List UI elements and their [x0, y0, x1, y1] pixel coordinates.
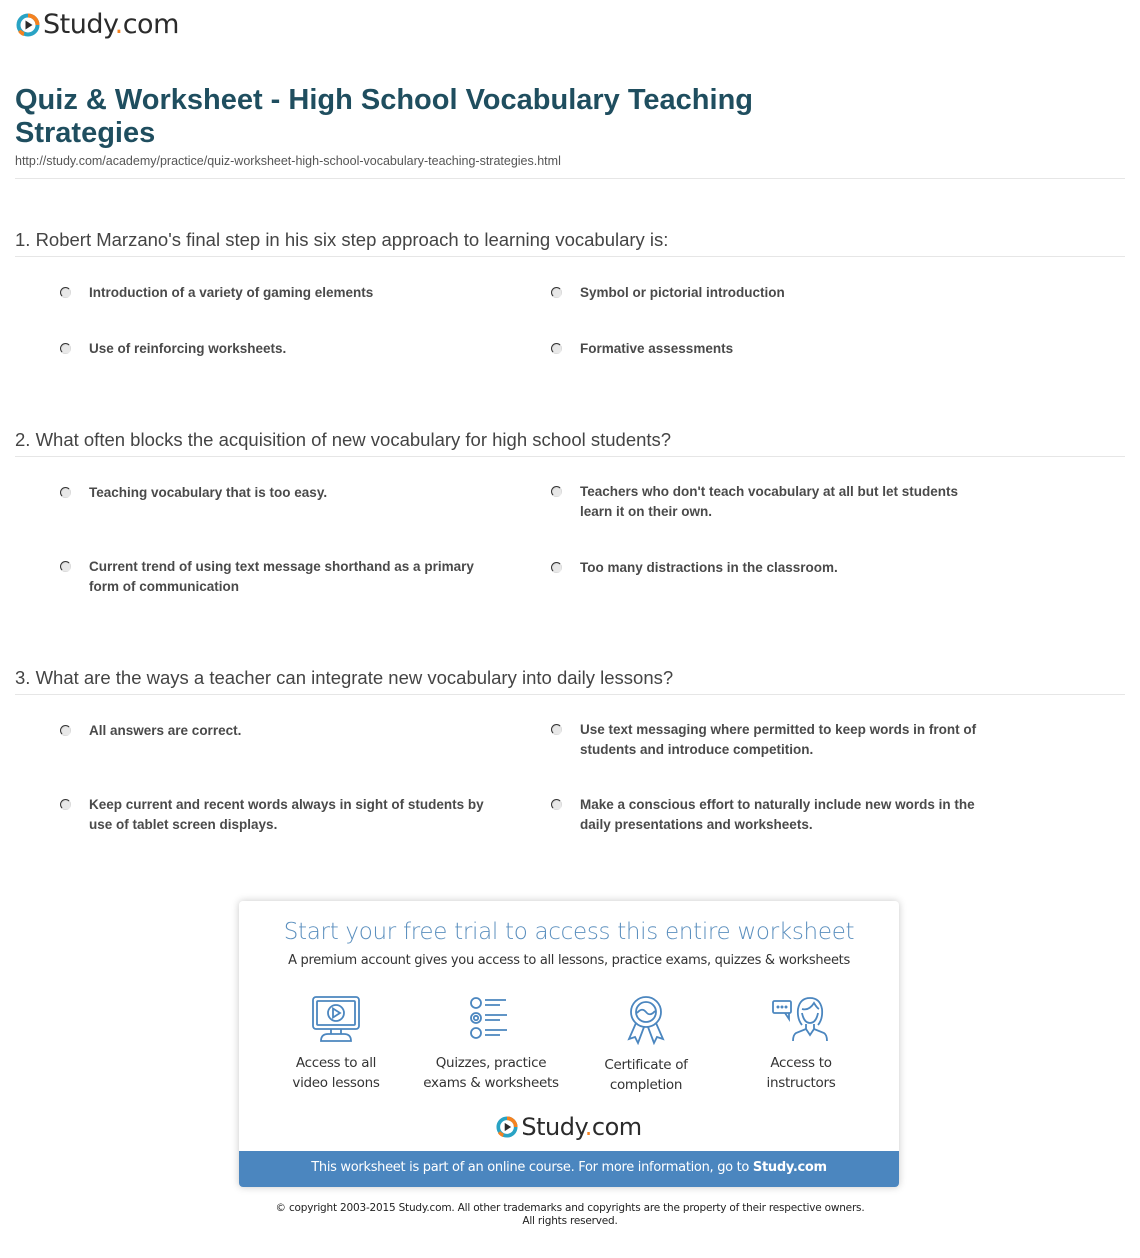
play-circle-logo-icon	[16, 13, 40, 37]
radio-button[interactable]	[551, 287, 562, 298]
question-2-option-a[interactable]	[60, 483, 500, 503]
feature-label-line2: completion	[609, 1077, 683, 1093]
copyright-footer	[0, 1202, 1140, 1228]
radio-button[interactable]	[551, 486, 562, 497]
monitor-play-icon	[311, 995, 361, 1043]
feature-label-line2: exams & worksheets	[423, 1075, 559, 1091]
study-link[interactable]: Study.com	[752, 1160, 827, 1175]
question-3-text: 3. What are the ways a teacher can integrate new vocabulary into daily lessons?	[15, 667, 674, 688]
question-3-option-c[interactable]	[60, 795, 500, 835]
promo-bar-text: This worksheet is part of an online course. For more information, go to	[311, 1160, 753, 1175]
question-1-option-c[interactable]	[60, 339, 500, 359]
radio-button[interactable]	[60, 725, 71, 736]
study-logo[interactable]	[16, 9, 179, 41]
option-label: Introduction of a variety of gaming elements	[89, 285, 374, 300]
feature-instructors	[721, 995, 881, 1093]
promo-subtitle: A premium account gives you access to all lessons, practice exams, quizzes & worksheets	[288, 953, 850, 968]
promo-study-logo[interactable]	[239, 1112, 899, 1142]
question-3-option-d[interactable]	[551, 795, 991, 835]
question-2-option-d[interactable]	[551, 558, 991, 578]
option-label: Use of reinforcing worksheets.	[89, 341, 287, 356]
page-url[interactable]: http://study.com/academy/practice/quiz-worksheet-high-school-vocabulary-teaching-strategies.html	[15, 154, 561, 168]
free-trial-promo[interactable]	[239, 901, 899, 1187]
page-title: Quiz & Worksheet - High School Vocabulary Teaching Strategies	[15, 84, 753, 149]
option-label: Teachers who don't teach vocabulary at all but let students learn it on their own.	[580, 484, 959, 519]
feature-certificate	[566, 995, 726, 1095]
feature-label-line1: Access to all	[295, 1055, 377, 1071]
feature-label-line1: Access to	[770, 1055, 832, 1071]
question-1-divider	[15, 256, 1125, 257]
radio-button[interactable]	[60, 287, 71, 298]
option-label: Make a conscious effort to naturally include new words in the daily presentations and worksheets.	[580, 797, 975, 832]
instructor-chat-icon	[771, 995, 831, 1043]
logo-dot: .	[584, 1113, 592, 1141]
feature-video-lessons	[256, 995, 416, 1093]
option-label: Formative assessments	[580, 341, 734, 356]
option-label: Symbol or pictorial introduction	[580, 285, 785, 300]
radio-button[interactable]	[60, 487, 71, 498]
logo-dot: .	[114, 9, 123, 40]
question-1-option-d[interactable]	[551, 339, 991, 359]
quiz-list-icon	[466, 995, 516, 1043]
play-circle-logo-icon	[496, 1116, 518, 1138]
feature-label-line1: Quizzes, practice	[435, 1055, 547, 1071]
logo-tld: com	[591, 1113, 642, 1141]
feature-quizzes	[411, 995, 571, 1093]
question-3-option-a[interactable]	[60, 721, 500, 741]
question-3-divider	[15, 694, 1125, 695]
option-label: Use text messaging where permitted to keep words in front of students and introduce competition.	[580, 722, 977, 757]
logo-word: Study	[521, 1113, 585, 1141]
question-1-option-a[interactable]	[60, 283, 500, 303]
option-label: Keep current and recent words always in sight of students by use of tablet screen displays.	[89, 797, 484, 832]
feature-label-line1: Certificate of	[604, 1057, 688, 1073]
feature-label-line2: video lessons	[292, 1075, 380, 1091]
radio-button[interactable]	[551, 343, 562, 354]
promo-info-bar	[239, 1151, 899, 1187]
question-2-text: 2. What often blocks the acquisition of new vocabulary for high school students?	[15, 429, 672, 450]
radio-button[interactable]	[60, 799, 71, 810]
certificate-ribbon-icon	[621, 995, 671, 1045]
logo-tld: com	[122, 9, 179, 40]
rights-line: All rights reserved.	[522, 1215, 618, 1227]
radio-button[interactable]	[60, 343, 71, 354]
question-2-option-b[interactable]	[551, 482, 991, 522]
copyright-line: © copyright 2003-2015 Study.com. All other trademarks and copyrights are the property of their respective owners.	[275, 1202, 865, 1214]
promo-title[interactable]: Start your free trial to access this entire worksheet	[283, 919, 855, 945]
question-2-divider	[15, 456, 1125, 457]
feature-label-line2: instructors	[766, 1075, 836, 1091]
option-label: Current trend of using text message shorthand as a primary form of communication	[89, 559, 474, 594]
radio-button[interactable]	[60, 561, 71, 572]
option-label: Teaching vocabulary that is too easy.	[89, 485, 328, 500]
header-divider	[15, 178, 1125, 179]
option-label: Too many distractions in the classroom.	[580, 560, 838, 575]
radio-button[interactable]	[551, 799, 562, 810]
radio-button[interactable]	[551, 562, 562, 573]
logo-word: Study	[43, 9, 115, 40]
question-1-option-b[interactable]	[551, 283, 991, 303]
question-2-option-c[interactable]	[60, 557, 500, 597]
option-label: All answers are correct.	[89, 723, 242, 738]
question-3-option-b[interactable]	[551, 720, 991, 760]
question-1-text: 1. Robert Marzano's final step in his six step approach to learning vocabulary is:	[15, 229, 669, 250]
radio-button[interactable]	[551, 724, 562, 735]
